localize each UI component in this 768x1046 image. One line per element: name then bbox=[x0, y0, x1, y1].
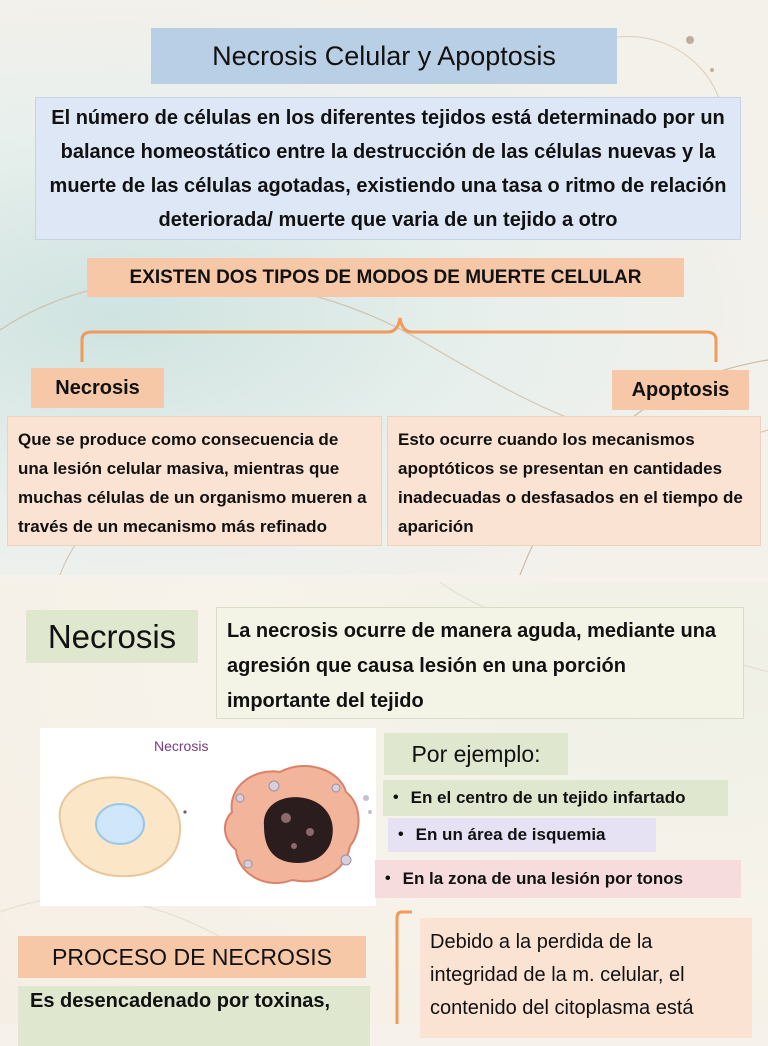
tipos-heading: EXISTEN DOS TIPOS DE MODOS DE MUERTE CELULAR bbox=[87, 258, 684, 297]
side-bracket bbox=[394, 910, 416, 1024]
bullet-icon: • bbox=[393, 789, 399, 806]
example-item bbox=[388, 818, 656, 852]
apoptosis-description: Esto ocurre cuando los mecanismos apoptóticos se presentan en cantidades inadecuadas o desfasados en el tiempo de aparición bbox=[387, 416, 761, 546]
necrosis-illustration bbox=[40, 728, 376, 906]
example-text: En un área de isquemia bbox=[415, 825, 606, 844]
proceso-heading: PROCESO DE NECROSIS bbox=[18, 936, 366, 978]
example-text: En el centro de un tejido infartado bbox=[410, 788, 686, 807]
ejemplo-heading: Por ejemplo: bbox=[384, 733, 568, 775]
page-title: Necrosis Celular y Apoptosis bbox=[151, 28, 617, 84]
necrosis-label: Necrosis bbox=[31, 368, 164, 408]
example-item bbox=[375, 860, 741, 898]
example-text: En la zona de una lesión por tonos bbox=[402, 869, 684, 888]
apoptosis-label: Apoptosis bbox=[612, 370, 749, 410]
proceso-description: Es desencadenado por toxinas, bbox=[18, 986, 370, 1046]
bullet-icon: • bbox=[385, 870, 391, 887]
necrosis-title: Necrosis bbox=[26, 610, 198, 663]
figure-label: Necrosis bbox=[154, 738, 209, 754]
bullet-icon: • bbox=[398, 826, 404, 843]
cells-drawing bbox=[40, 728, 376, 906]
debido-paragraph: Debido a la perdida de la integridad de la m. celular, el contenido del citoplasma está bbox=[420, 918, 752, 1038]
example-item bbox=[383, 780, 728, 816]
necrosis-description: Que se produce como consecuencia de una lesión celular masiva, mientras que muchas células de un organismo mueren a través de un mecanismo más refinado bbox=[7, 416, 382, 546]
necrosis-definition: La necrosis ocurre de manera aguda, mediante una agresión que causa lesión en una porción importante del tejido bbox=[216, 607, 744, 719]
intro-paragraph: El número de células en los diferentes tejidos está determinado por un balance homeostático entre la destrucción de las células nuevas y la muerte de las células agotadas, existiendo una tasa o ritmo de relación deteriorada/ muerte que varia de un tejido a otro bbox=[35, 97, 741, 240]
